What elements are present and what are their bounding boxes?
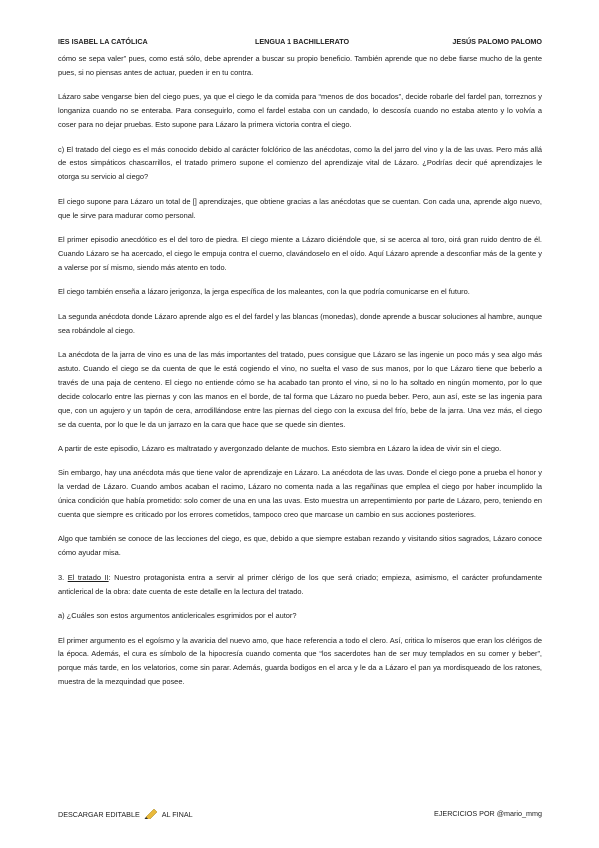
question-3-text: : Nuestro protagonista entra a servir al primer clérigo de los que será criado; empieza, asimismo, el carácter profundamente anticlerical de la obra: date cuenta de este detalle en la lectura del tratado. <box>58 572 542 596</box>
question-c: c) El tratado del ciego es el más conocido debido al carácter folclórico de las anécdotas, como la del jarro del vino y la de las uvas. Pero más allá de estos simpáticos chascarrillos, el tratado primero supone el comienzo del aprendizaje vital de Lázaro. ¿Podrías decir qué aprendizajes le otorga su servicio al ciego? <box>58 144 542 182</box>
paragraph: El primer episodio anecdótico es el del toro de piedra. El ciego miente a Lázaro diciéndole que, si se acerca al toro, oirá gran ruido dentro de él. Cuando Lázaro se ha acercado, el ciego le empuja contra el cuerno, clavándoselo en el oído. Aquí Lázaro aprende a desconfiar más de la gente y a valerse por sí mismo, siendo más atento en todo. <box>58 235 542 272</box>
header-author: JESÚS PALOMO PALOMO <box>452 37 542 46</box>
document-body <box>58 52 542 689</box>
footer-download-label: DESCARGAR EDITABLE <box>58 809 140 819</box>
footer-download <box>58 809 193 819</box>
paragraph: El ciego supone para Lázaro un total de [] aprendizajes, que obtiene gracias a las anécdotas que se cuentan. Con cada una, aprende algo nuevo, que le sirve para madurar como personal. <box>58 196 542 220</box>
paragraph: El ciego también enseña a lázaro jerigonza, la jerga específica de los maleantes, con la que podría comunicarse en el futuro. <box>58 287 470 297</box>
paragraph: cómo se sepa valer” pues, como está sólo, debe aprender a buscar su propio beneficio. También aprende que no debe fiarse mucho de la gente pues, si no piensas antes de actuar, pueden ir en tu contra. <box>58 54 542 77</box>
header-subject: LENGUA 1 BACHILLERATO <box>255 37 350 46</box>
page-header <box>58 37 542 49</box>
paragraph: La anécdota de la jarra de vino es una de las más importantes del tratado, pues consigue que Lázaro se las ingenie un poco más y sea algo más astuto. Cuando el ciego se da cuenta de que le está cogiendo el vino, no suelta el vaso de sus manos, por lo que Lázaro tiene que beberlo a través de una paja de centeno. El ciego no entiende cómo se ha acabado tan pronto el vino, si no lo ha soltado en ningún momento, por lo que decide colocarlo entre las piernas y con las manos en el borde, de tal forma que Lázaro no pueda beber. Pero, aun así, este se las ingenia para que, con un agujero y un tapón de cera, arrodillándose entre las piernas del ciego con la excusa del frío, bebe de la jarra. Una vez más, el ciego se da cuenta, por lo que le da un jarrazo en la cara que hace que se quede sin dientes. <box>58 350 542 429</box>
paragraph: La segunda anécdota donde Lázaro aprende algo es el del fardel y las blancas (monedas), donde aprende a buscar soluciones al hambre, aunque sea robándole al ciego. <box>58 311 542 335</box>
paragraph: A partir de este episodio, Lázaro es maltratado y avergonzado delante de muchos. Esto siembra en Lázaro la idea de vivir sin el ciego. <box>58 443 502 453</box>
question-number: 3. <box>58 572 65 582</box>
footer-download-after: AL FINAL <box>161 809 193 819</box>
page-footer <box>58 809 542 823</box>
paragraph: Lázaro sabe vengarse bien del ciego pues, ya que el ciego le da comida para “menos de dos bocados”, decide robarle del fardel pan, torreznos y longaniza cuando no se enteraba. Para conseguirlo, como el fardel estaba con un candado, lo descosía cuando no estaba atento y lo volvía a coser para no dejar pruebas. Esto supone para Lázaro la primera victoria contra el ciego. <box>58 92 542 130</box>
footer-credit: EJERCICIOS POR @mario_mmg <box>434 809 542 818</box>
paragraph: Sin embargo, hay una anécdota más que tiene valor de aprendizaje en Lázaro. La anécdota de las uvas. Donde el ciego pone a prueba el honor y la verdad de Lázaro. Cuando ambos acaban el racimo, Lázaro no comenta nada a las regañinas que emplea el ciego por haber incumplido la única condición que había prometido: solo comer de una en una las uvas. Esto muestra un arrepentimiento por parte de Lázaro, pero, teniendo en cuenta que siempre es criticado por los errores cometidos, tampoco creo que marcase un cambio en sus acciones posteriores. <box>58 468 542 520</box>
tratado-ii-link[interactable]: El tratado II <box>67 572 109 582</box>
paragraph: Algo que también se conoce de las lecciones del ciego, es que, debido a que siempre estaban rezando y visitando sitios sagrados, Lázaro conoce cómo ayudar misa. <box>58 534 542 558</box>
question-a: a) ¿Cuáles son estos argumentos anticlericales esgrimidos por el autor? <box>58 611 297 621</box>
header-school: IES ISABEL LA CATÓLICA <box>58 37 148 46</box>
paragraph: El primer argumento es el egoísmo y la avaricia del nuevo amo, que hace referencia a todo el clero. Así, critica lo míseros que eran los clérigos de la época. Además, el cura es símbolo de la hipocresía cuando comenta que “los sacerdotes han de ser muy templados en su comer y beber”, porque más tarde, en los velatorios, come sin parar. Además, guarda bodigos en el arca y le da a Lázaro el pan ya mordisqueado de los ratones, muestra de la mezquindad que posee. <box>58 635 542 687</box>
question-3 <box>58 571 542 599</box>
pencil-icon <box>144 809 158 819</box>
